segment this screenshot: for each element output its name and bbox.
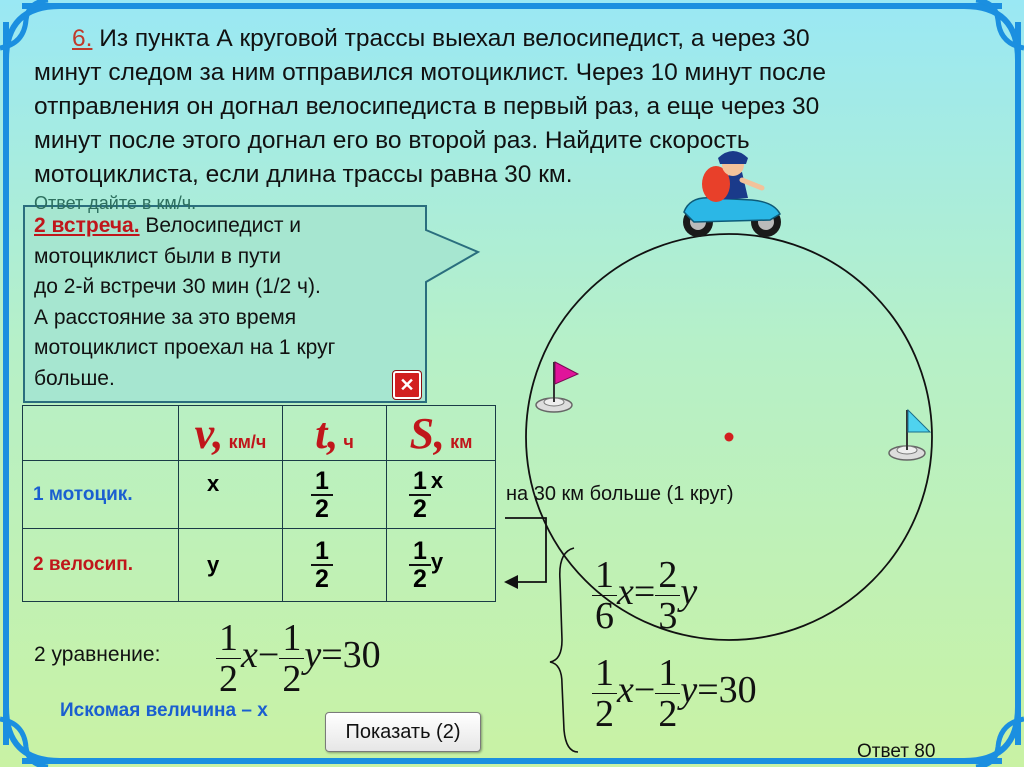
callout-title: 2 встреча. [34, 214, 140, 237]
data-table [22, 405, 496, 602]
system-equation-2: $\frac{1}{2}$ x− $\frac{1}{2}$ y=30 [592, 653, 757, 734]
cell-t-moto: $\frac{1}{2}$ [283, 461, 387, 529]
problem-line-2: минут следом за ним отправился мотоциклист. Через 10 минут после [34, 59, 826, 86]
table-row [23, 529, 496, 602]
table-row [23, 461, 496, 529]
flag-magenta [536, 362, 578, 412]
close-callout-button[interactable]: ✕ [393, 371, 421, 399]
arrow-head [504, 575, 518, 589]
header-time: t, ч [283, 406, 387, 461]
problem-line-4: минут после этого догнал его во второй раз. Найдите скорость [34, 127, 750, 154]
row-label-moto: 1 мотоцик. [23, 461, 179, 529]
arrow-connector [505, 518, 546, 582]
cell-t-bike: $\frac{1}{2}$ [283, 529, 387, 602]
header-speed: v, км/ч [179, 406, 283, 461]
equation-2: $\frac{1}{2}$ x− $\frac{1}{2}$ y=30 [216, 618, 381, 699]
answer-hint: Ответ дайте в км/ч. [34, 193, 197, 213]
system-brace [550, 548, 578, 752]
cell-s-bike: $\frac{1}{2}$ у [387, 529, 496, 602]
equation-label: 2 уравнение: [34, 643, 161, 666]
problem-number: 6. [72, 25, 93, 52]
problem-line-5: мотоциклиста, если длина трассы равна 30 км. [34, 161, 573, 188]
answer-text: Ответ 80 [857, 741, 936, 762]
track-center [725, 433, 734, 442]
flag-cyan [889, 410, 930, 460]
required-quantity: Искомая величина – х [60, 700, 268, 721]
header-distance: S, км [387, 406, 496, 461]
system-equation-1: $\frac{1}{6}$ x= $\frac{2}{3}$ y [592, 555, 697, 636]
note-more-distance: на 30 км больше (1 круг) [506, 483, 734, 505]
cell-s-moto: $\frac{1}{2}$ x [387, 461, 496, 529]
problem-line-1: 6. Из пункта А круговой трассы выехал велосипедист, а через 30 [72, 25, 810, 52]
cell-v-moto: x [179, 461, 283, 529]
cell-v-bike: у [179, 529, 283, 602]
problem-line-3: отправления он догнал велосипедиста в первый раз, а еще через 30 [34, 93, 820, 120]
row-label-bike: 2 велосип. [23, 529, 179, 602]
table-header-row [23, 406, 496, 461]
problem-statement [34, 22, 964, 192]
show-button[interactable]: Показать (2) [325, 712, 481, 752]
callout-text: 2 встреча. Велосипедист и мотоциклист были в пути до 2-й встречи 30 мин (1/2 ч). А расстояние за это время мотоциклист проехал на 1 круг больше. [34, 214, 336, 390]
